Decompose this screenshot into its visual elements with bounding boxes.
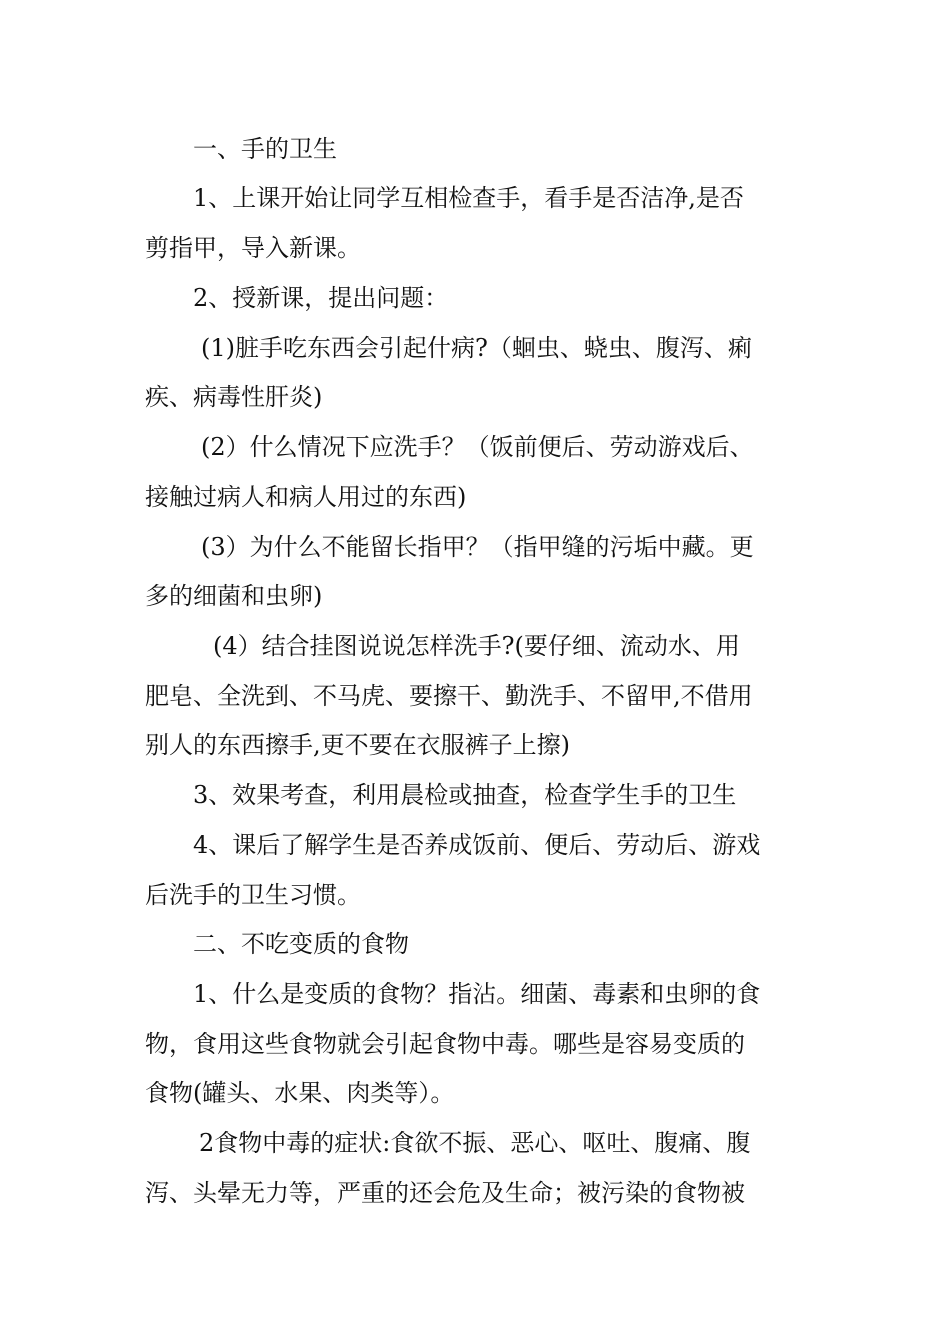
paragraph-line: 食物(罐头、水果、肉类等）。 — [145, 1079, 455, 1107]
paragraph-line: 2、授新课，提出问题： — [193, 284, 449, 312]
paragraph-line: 泻、头晕无力等，严重的还会危及生命；被污染的食物被 — [145, 1179, 745, 1207]
paragraph-line: 接触过病人和病人用过的东西) — [145, 483, 467, 511]
paragraph-line: (1)脏手吃东西会引起什病?（蛔虫、蛲虫、腹泻、痢 — [201, 334, 752, 362]
paragraph-line: 1、上课开始让同学互相检查手，看手是否洁净,是否 — [193, 184, 744, 212]
paragraph-line: 1、什么是变质的食物？指沾。细菌、毒素和虫卵的食 — [193, 980, 761, 1008]
paragraph-line: 物，食用这些食物就会引起食物中毒。哪些是容易变质的 — [145, 1030, 745, 1058]
paragraph-line: 多的细菌和虫卵) — [145, 582, 323, 610]
paragraph-line: (4）结合挂图说说怎样洗手?(要仔细、流动水、用 — [213, 632, 740, 660]
paragraph-line: 3、效果考查，利用晨检或抽查，检查学生手的卫生 — [193, 781, 737, 809]
paragraph-line: 疾、病毒性肝炎) — [145, 383, 323, 411]
paragraph-line: 2食物中毒的症状:食欲不振、恶心、呕吐、腹痛、腹 — [199, 1129, 751, 1157]
paragraph-line: (3）为什么不能留长指甲？（指甲缝的污垢中藏。更 — [201, 533, 754, 561]
paragraph-line: 剪指甲，导入新课。 — [145, 234, 361, 262]
paragraph-line: 4、课后了解学生是否养成饭前、便后、劳动后、游戏 — [193, 831, 761, 859]
paragraph-line: 后洗手的卫生习惯。 — [145, 881, 361, 909]
paragraph-line: 别人的东西擦手,更不要在衣服裤子上擦) — [145, 731, 570, 759]
section-heading-spoiled-food: 二、不吃变质的食物 — [193, 930, 409, 958]
section-heading-hand-hygiene: 一、手的卫生 — [193, 135, 337, 163]
paragraph-line: 肥皂、全洗到、不马虎、要擦干、勤洗手、不留甲,不借用 — [145, 682, 753, 710]
paragraph-line: (2）什么情况下应洗手？（饭前便后、劳动游戏后、 — [201, 433, 754, 461]
